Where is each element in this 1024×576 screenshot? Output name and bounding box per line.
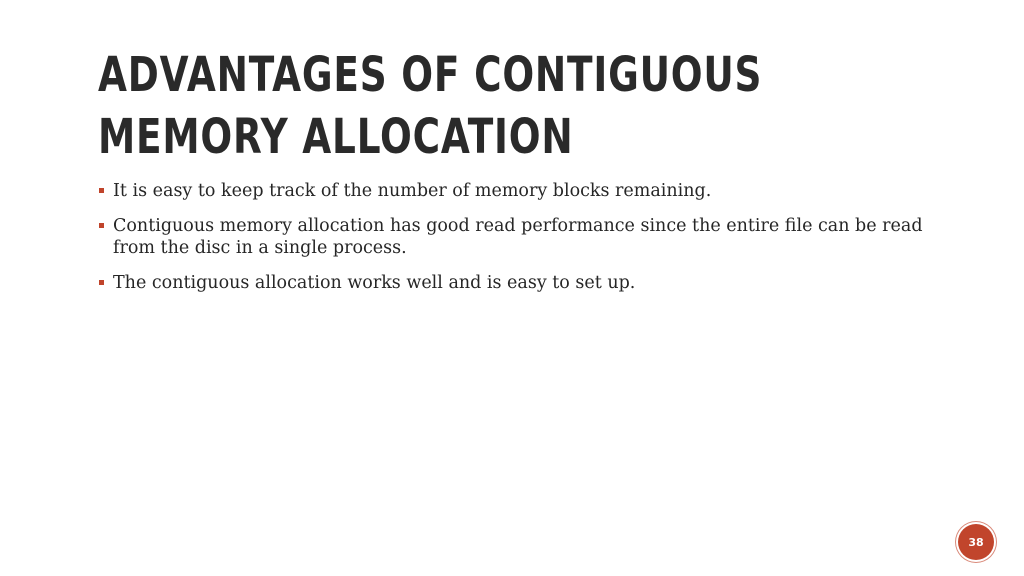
bullet-list [99, 180, 949, 307]
bullet-item [99, 180, 949, 202]
bullet-item [99, 272, 949, 294]
bullet-item [99, 215, 949, 259]
page-number-badge: 38 [958, 524, 994, 560]
bullet-text: It is easy to keep track of the number of memory blocks remaining. [113, 181, 712, 201]
square-bullet-icon [99, 223, 104, 228]
bullet-text: The contiguous allocation works well and is easy to set up. [113, 273, 636, 293]
square-bullet-icon [99, 280, 104, 285]
slide-title: ADVANTAGES OF CONTIGUOUS MEMORY ALLOCATION [98, 47, 763, 165]
bullet-text: Contiguous memory allocation has good read performance since the entire file can be read from the disc in a single process. [113, 216, 923, 258]
square-bullet-icon [99, 188, 104, 193]
